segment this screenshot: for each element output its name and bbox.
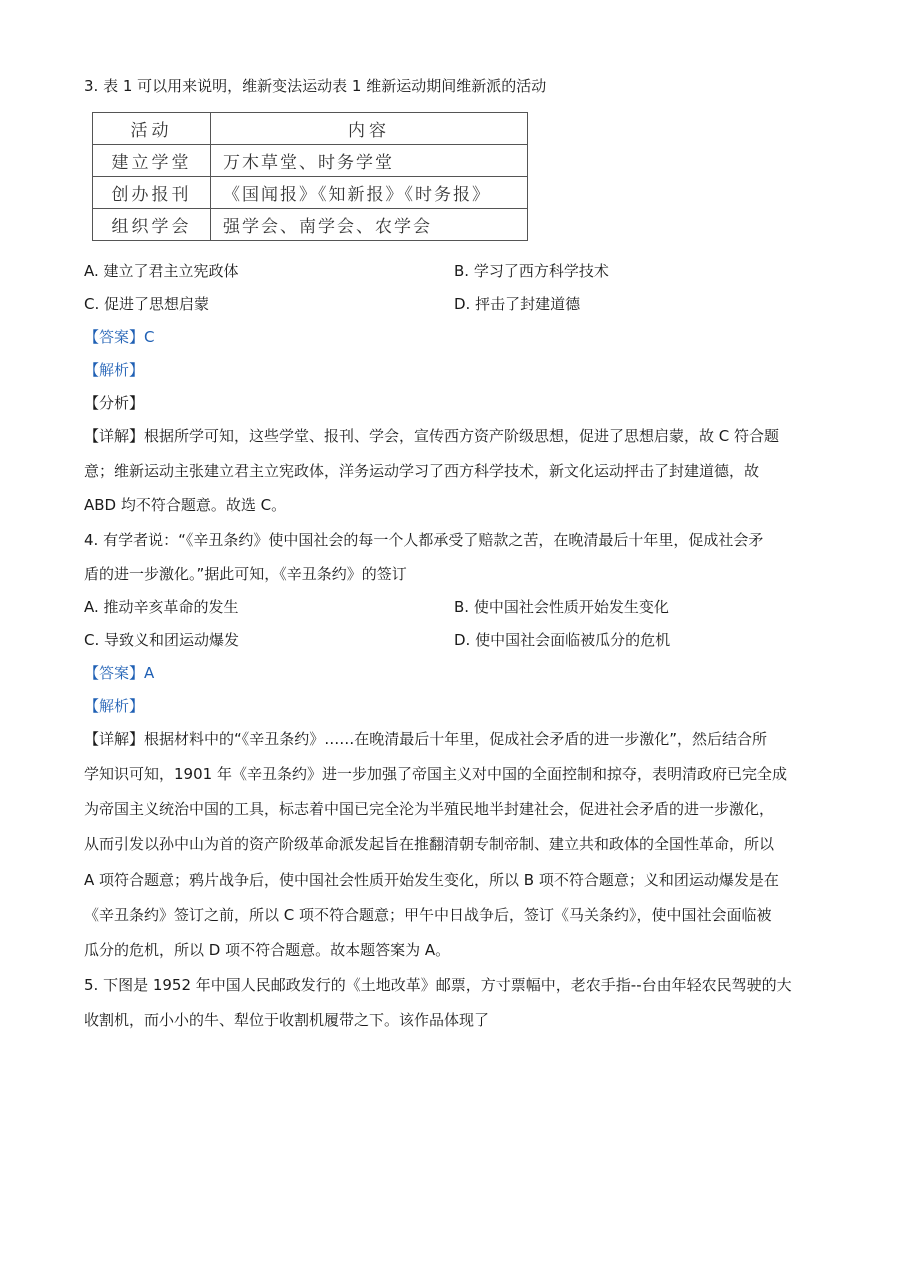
q4-detail-line: 《辛丑条约》签订之前，所以 C 项不符合题意；甲午中日战争后，签订《马关条约》，使中国社会面临被 [84, 906, 772, 924]
table-cell: 《国闻报》《知新报》《时务报》 [211, 177, 528, 209]
q3-option-d: D. 抨击了封建道德 [454, 295, 581, 313]
q4-answer: 【答案】A [84, 664, 155, 682]
q3-table [92, 112, 528, 240]
table-cell: 强学会、南学会、农学会 [211, 209, 528, 241]
q4-detail-line: 从而引发以孙中山为首的资产阶级革命派发起旨在推翻清朝专制帝制、建立共和政体的全国性革命，所以 [84, 835, 775, 853]
q4-option-c: C. 导致义和团运动爆发 [84, 631, 240, 649]
q3-option-c: C. 促进了思想启蒙 [84, 295, 210, 313]
q3-answer: 【答案】C [84, 328, 155, 346]
q4-detail-line: 【详解】根据材料中的“《辛丑条约》……在晚清最后十年里，促成社会矛盾的进一步激化”，然后结合所 [84, 730, 768, 748]
q3-table-header-content: 内容 [211, 113, 528, 145]
q4-option-d: D. 使中国社会面临被瓜分的危机 [454, 631, 671, 649]
q3-detail-line: 意；维新运动主张建立君主立宪政体，洋务运动学习了西方科学技术，新文化运动抨击了封建道德，故 [84, 462, 760, 480]
q4-option-a: A. 推动辛亥革命的发生 [84, 598, 239, 616]
q4-detail-line: 瓜分的危机，所以 D 项不符合题意。故本题答案为 A。 [84, 941, 451, 959]
q4-analysis-label: 【解析】 [84, 697, 145, 715]
q3-option-b: B. 学习了西方科学技术 [454, 262, 609, 280]
q4-detail-line: 学知识可知，1901 年《辛丑条约》进一步加强了帝国主义对中国的全面控制和掠夺，表明清政府已完全成 [84, 765, 787, 783]
q3-option-a: A. 建立了君主立宪政体 [84, 262, 239, 280]
q4-detail-line: 为帝国主义统治中国的工具，标志着中国已完全沦为半殖民地半封建社会，促进社会矛盾的进一步激化， [84, 800, 775, 818]
q3-fenxi-label: 【分析】 [84, 394, 145, 412]
table-row [93, 209, 528, 241]
table-row [93, 145, 528, 177]
q3-stem: 3. 表 1 可以用来说明，维新变法运动表 1 维新运动期间维新派的活动 [84, 77, 547, 95]
q3-detail-line: 【详解】根据所学可知，这些学堂、报刊、学会，宣传西方资产阶级思想，促进了思想启蒙，故 C 符合题 [84, 427, 780, 445]
table-row [93, 177, 528, 209]
q4-stem-line: 4. 有学者说：“《辛丑条约》使中国社会的每一个人都承受了赔款之苦，在晚清最后十年里，促成社会矛 [84, 531, 764, 549]
q5-stem-line: 收割机，而小小的牛、犁位于收割机履带之下。该作品体现了 [84, 1011, 490, 1029]
q3-detail-line: ABD 均不符合题意。故选 C。 [84, 496, 287, 514]
table-cell: 建立学堂 [93, 145, 211, 177]
q3-analysis-label: 【解析】 [84, 361, 145, 379]
q4-detail-line: A 项符合题意；鸦片战争后，使中国社会性质开始发生变化，所以 B 项不符合题意；义和团运动爆发是在 [84, 871, 779, 889]
table-cell: 创办报刊 [93, 177, 211, 209]
table-cell: 万木草堂、时务学堂 [211, 145, 528, 177]
q4-stem-line: 盾的进一步激化。”据此可知，《辛丑条约》的签订 [84, 565, 407, 583]
table-cell: 组织学会 [93, 209, 211, 241]
q5-stem-line: 5. 下图是 1952 年中国人民邮政发行的《土地改革》邮票，方寸票幅中，老农手指--台由年轻农民驾驶的大 [84, 976, 792, 994]
q4-option-b: B. 使中国社会性质开始发生变化 [454, 598, 669, 616]
q3-table-header-activity: 活动 [93, 113, 211, 145]
